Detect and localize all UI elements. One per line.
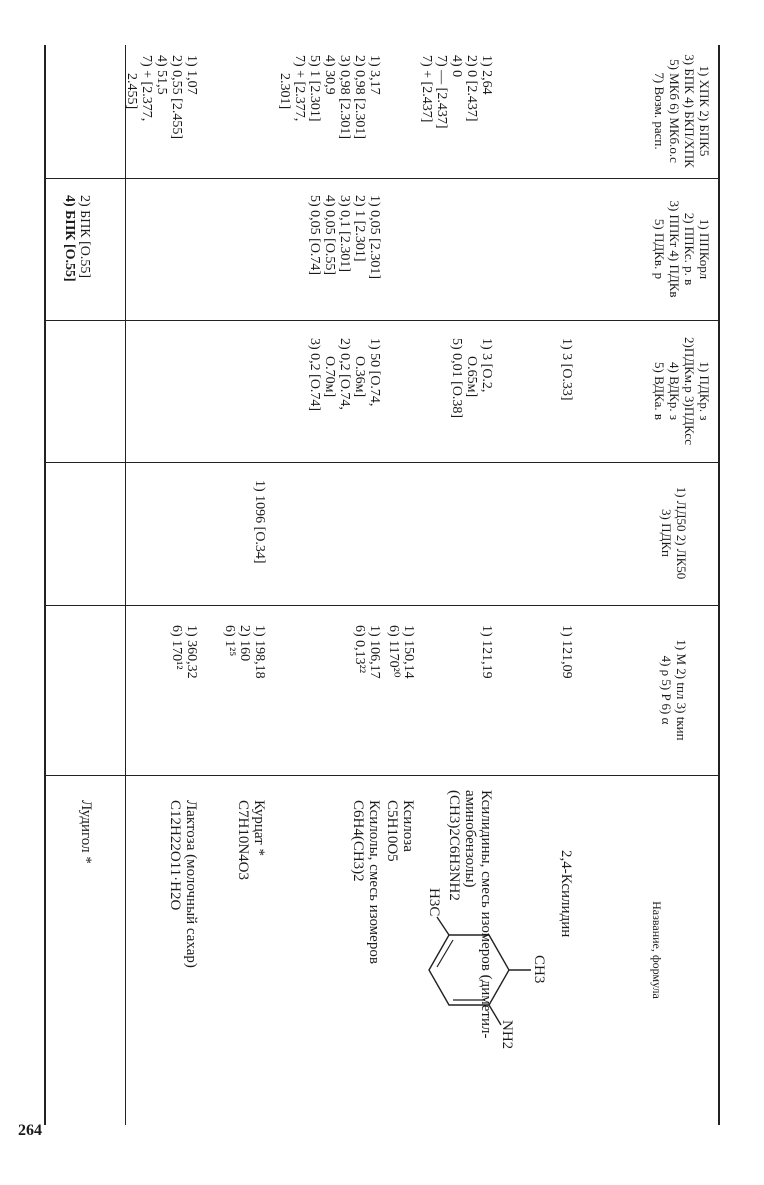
header-name: Название, формула bbox=[650, 901, 664, 999]
ring-substituent-nh2: NH2 bbox=[499, 1020, 515, 1050]
header-physical: 1) M 2) tпл 3) tкип 4) ρ 5) P 6) α bbox=[659, 639, 689, 741]
table-top-rule bbox=[718, 45, 720, 1125]
col-sep-2 bbox=[46, 320, 720, 321]
row-physical: 1) 360,32 6) 170¹² bbox=[169, 625, 199, 679]
col-sep-1 bbox=[46, 178, 720, 179]
row-name: Ксилолы, смесь изомеров C6H4(CH3)2 bbox=[350, 800, 382, 964]
row-hazard: 1) 3,17 2) 0,98 [2.301] 3) 0,98 [2.301] 4) 30,9 5) 1 [2.301] 7) + [2.377, 2.301] bbox=[277, 55, 382, 139]
ring-substituent-ch3: CH3 bbox=[531, 955, 547, 984]
row-toxicity: 1) 1096 [О.34] bbox=[252, 480, 267, 564]
row-name: 2,4-Ксилидин bbox=[558, 850, 574, 938]
row-hazard: 1) 2,64 2) 0 [2.437] 4) 0 7) — [2.437] 7) + [2.437] bbox=[419, 55, 494, 129]
row-water: 1) 50 [О.74, О.36м] 2) 0,2 [О.74, О.70м] 3) 0,2 [О.74] bbox=[307, 338, 382, 412]
row-name: Ксилидины, смесь изомеров (диметил- аминобензолы) (CH3)2C6H3NH2 bbox=[446, 790, 494, 1039]
row-soil: 1) 0,05 [2.301] 2) 1 [2.301] 3) 0,1 [2.301] 4) 0,05 [О.55] 5) 0,05 [О.74] bbox=[307, 195, 382, 279]
row-physical: 1) 121,19 bbox=[479, 625, 494, 679]
col-sep-5 bbox=[46, 775, 720, 776]
header-bottom-rule bbox=[125, 45, 126, 1125]
header-water: 1) ПДКр. з 2)ПДКм.р 3)ПДКсс 4) ВДКр. з 5) ВДКа. в bbox=[652, 337, 712, 445]
row-physical: 1) 121,09 bbox=[559, 625, 574, 679]
row-hazard: 1) 1,07 2) 0,55 [2.455] 4) 51,5 7) + [2.377, 2.455] bbox=[124, 55, 199, 139]
col-sep-4 bbox=[46, 605, 720, 606]
row-name: Курцат * C7H10N4O3 bbox=[235, 800, 267, 881]
row-name: Лактоза (молочный сахар) C12H22O11·H2O bbox=[167, 800, 199, 968]
page-number: 264 bbox=[18, 1122, 42, 1139]
row-soil: 2) БПК [О.55] 4) БПК [О.55] bbox=[62, 195, 92, 282]
row-water: 1) 3 [О.33] bbox=[559, 338, 574, 401]
row-physical: 1) 198,18 2) 160 6) 1²⁵ bbox=[222, 625, 267, 679]
table-bottom-rule bbox=[44, 45, 46, 1125]
header-soil: 1) ППКорл 2) ППКс. р. в 3) ППКт 4) ПДКв 5) ПДКв. р bbox=[652, 200, 712, 298]
ring-substituent-h3c: H3C bbox=[426, 888, 442, 917]
row-name: Лудигол * bbox=[78, 800, 94, 864]
row-name: Ксилоза C5H10O5 bbox=[384, 800, 416, 862]
row-physical: 1) 106,17 6) 0,13²² bbox=[352, 625, 382, 679]
row-physical: 1) 150,14 6) 1170²⁰ bbox=[386, 625, 416, 679]
col-sep-3 bbox=[46, 462, 720, 463]
header-hazard: 1) ХПК 2) БПК5 3) БПК 4) БКП/ХПК 5) МКб 6) МКб.о.с 7) Возм. расп. bbox=[652, 54, 712, 168]
header-toxicity: 1) ЛД50 2) ЛК50 3) ПДКп bbox=[659, 486, 689, 580]
row-water: 1) 3 [О.2, О.65м] 5) 0,01 [О.38] bbox=[449, 338, 494, 419]
